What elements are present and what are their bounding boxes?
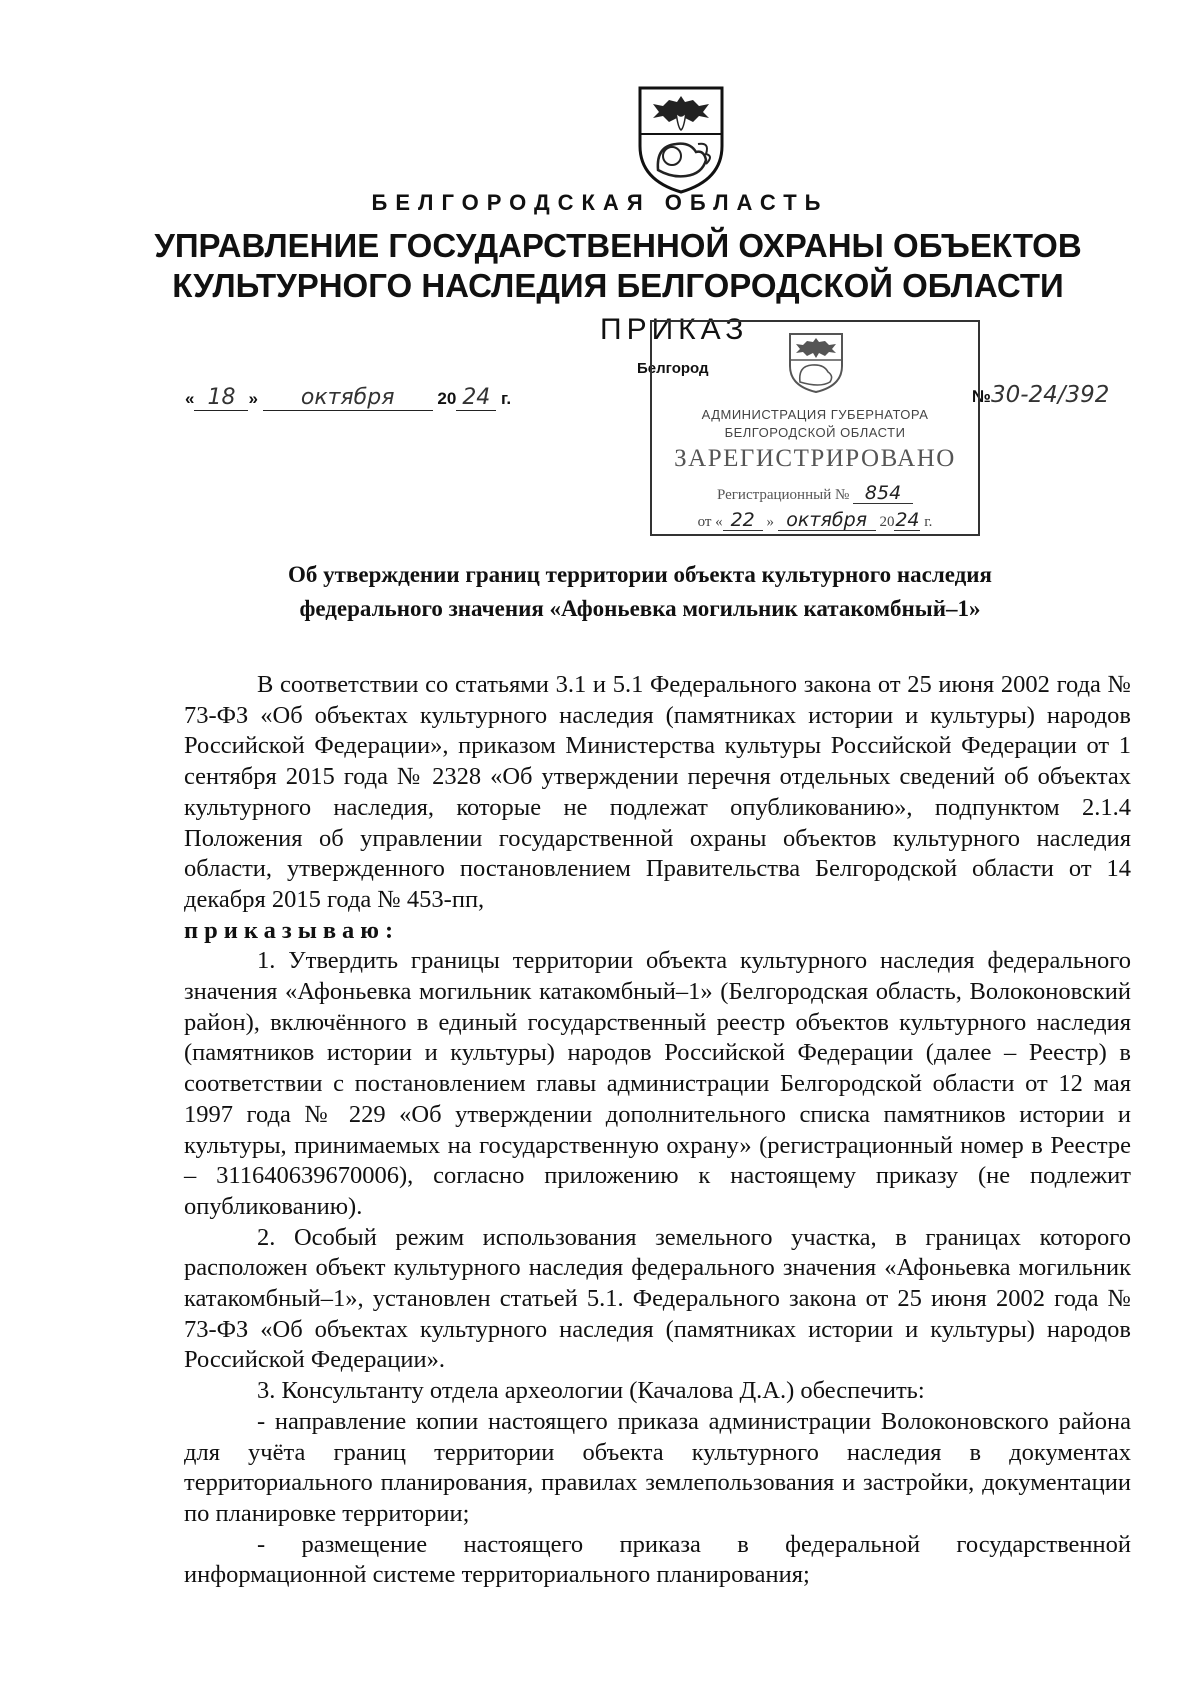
stamp-year-prefix: 20 [879,514,895,530]
date-year-prefix: 20 [437,389,457,408]
document-title [140,558,1140,626]
registration-stamp [650,320,980,536]
decree-word: приказываю: [184,916,400,944]
item-3b-paragraph: - размещение настоящего приказа в федеральной государственной информационной системе территориального планирования; [184,1530,1131,1589]
stamp-authority-line-1: АДМИНИСТРАЦИЯ ГУБЕРНАТОРА [701,407,929,422]
item-2-paragraph: 2. Особый режим использования земельного участка, в границах которого расположен объект культурного наследия федерального значения «Афоньевка могильник катакомбный–1», установлен статьей 5.1. Федерального закона от 25 июня 2002 года № 73-ФЗ «Об объектах культурного наследия (памятниках истории и культуры) народов Российской Федерации». [184,1223,1131,1374]
stamp-registration-number [652,483,978,504]
organization-name-line-2: КУЛЬТУРНОГО НАСЛЕДИЯ БЕЛГОРОДСКОЙ ОБЛАСТИ [172,267,1064,304]
stamp-year-unit: г. [924,514,933,530]
number-value: 30-24/392 [990,382,1110,408]
document-number [972,383,1109,407]
city-name: Белгород [637,360,709,377]
stamp-coat-of-arms-icon [786,330,846,394]
stamp-status: ЗАРЕГИСТРИРОВАНО [674,445,956,472]
title-line-2: федерального значения «Афоньевка могильник катакомбный–1» [299,596,981,621]
date-day: 18 [194,386,248,411]
title-line-1: Об утверждении границ территории объекта культурного наследия [288,562,992,587]
stamp-reg-number: 854 [853,483,913,504]
item-1-paragraph: 1. Утвердить границы территории объекта культурного наследия федерального значения «Афоньевка могильник катакомбный–1» (Белгородская область, Волоконовский район), включённого в единый государственный реестр объектов культурного наследия (памятников истории и культуры) народов Российской Федерации (далее – Реестр) в соответствии с постановлением главы администрации Белгородской области от 12 мая 1997 года № 229 «Об утверждении дополнительного списка памятников истории и культуры, принимаемых на государственную охрану» (регистрационный номер в Реестре – 311640639670006), согласно приложению к настоящему приказу (не подлежит опубликованию). [184,947,1131,1220]
stamp-day: 22 [723,510,763,531]
organization-name-line-1: УПРАВЛЕНИЕ ГОСУДАРСТВЕННОЙ ОХРАНЫ ОБЪЕКТОВ [154,227,1082,264]
stamp-reg-label: Регистрационный № [716,487,850,503]
document-type: ПРИКАЗ [600,313,749,346]
stamp-from-label: от « [697,514,723,530]
stamp-month: октября [778,510,876,531]
stamp-authority-line-2: БЕЛГОРОДСКОЙ ОБЛАСТИ [724,425,906,440]
item-3a-paragraph: - направление копии настоящего приказа администрации Волоконовского района для учёта границ территории объекта культурного наследия в документах территориального планирования, правилах землепользования и застройки, документации по планировке территории; [184,1407,1131,1527]
coat-of-arms-icon [636,84,726,196]
number-label: № [972,387,991,406]
preamble-paragraph: В соответствии со статьями 3.1 и 5.1 Федерального закона от 25 июня 2002 года № 73-ФЗ «Об объектах культурного наследия (памятниках истории и культуры) народов Российской Федерации», приказом Министерства культуры Российской Федерации от 1 сентября 2015 года № 2328 «Об утверждении перечня отдельных сведений об объектах культурного наследия, которые не подлежат опубликованию», подпунктом 2.1.4 Положения об управлении государственной охраны объектов культурного наследия области, утвержденного постановлением Правительства Белгородской области от 14 декабря 2015 года № 453-пп, [184,671,1131,913]
stamp-year-suffix: 24 [895,509,920,531]
stamp-mid: » [766,514,774,530]
region-name: БЕЛГОРОДСКАЯ ОБЛАСТЬ [371,190,829,215]
item-3-paragraph: 3. Консультанту отдела археологии (Качалова Д.А.) обеспечить: [257,1377,925,1405]
date-year-unit: г. [501,389,512,408]
document-body [184,670,1131,1591]
stamp-registration-date [652,510,978,531]
document-date: « 18 » октября 20 24 г. [185,385,512,410]
date-year-suffix: 24 [456,386,496,411]
date-month: октября [263,386,433,411]
